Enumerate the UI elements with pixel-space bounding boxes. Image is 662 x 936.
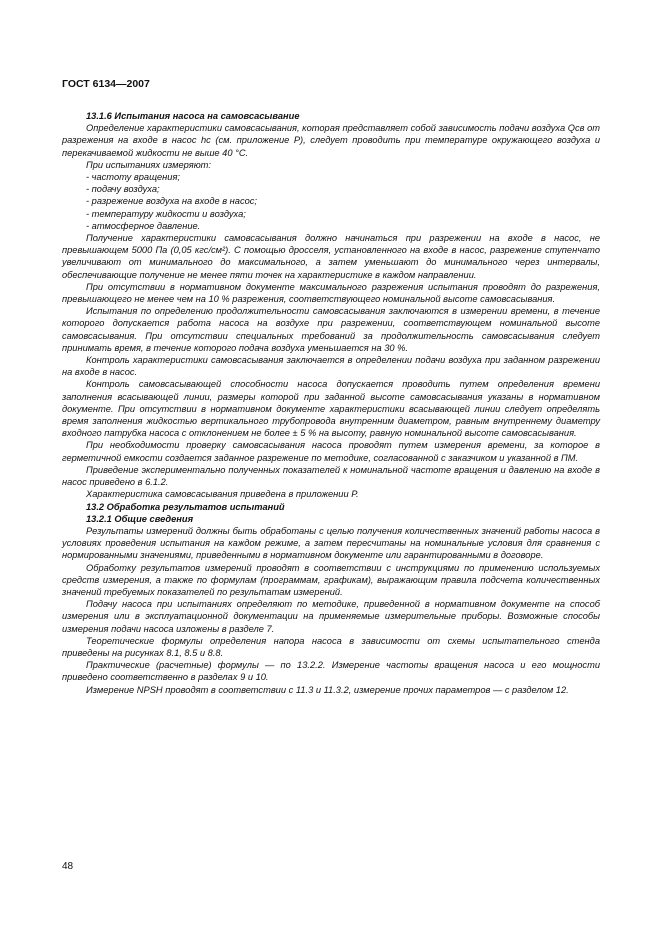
paragraph: Контроль самовсасывающей способности насоса допускается проводить путем определения времени заполнения всасывающей линии, размеры которой при заданной высоте самовсасывания указаны в нормативном документе. При отсутствии в нормативном документе характеристики всасывающей линии следует определять время заполнения жидкостью вертикального трубопровода внутренним диаметром, равным внутреннему диаметру входного патрубка насоса с отклонением не более ± 5 % на высоту, равную номинальной высоте самовсасывания. — [62, 379, 600, 439]
section-heading: 13.2.1 Общие сведения — [86, 513, 194, 524]
list-item: - атмосферное давление. — [86, 220, 201, 231]
paragraph: Обработку результатов измерений проводят в соответствии с инструкциями по применению используемых средств измерения, а также по формулам (программам, графикам), выражающим правила подсчета количественных значений требуемых показателей по результатам измерений. — [62, 562, 600, 597]
paragraph: При испытаниях измеряют: — [86, 159, 212, 170]
paragraph: Результаты измерений должны быть обработаны с целью получения количественных значений работы насоса в условиях проведения испытания на каждом режиме, а затем пересчитаны на номинальные условия для сравнения с нормированными значениями, приведенными в нормативном документе или гарантированными в договоре. — [62, 525, 600, 561]
paragraph: При необходимости проверку самовсасывания насоса проводят путем измерения времени, за которое в герметичной емкости создается заданное разрежение по методике, согласованной с заказчиком и указанной в ПМ. — [62, 440, 600, 463]
paragraph: Приведение экспериментально полученных показателей к номинальной частоте вращения и давлению на входе в насос приведено в 6.1.2. — [62, 464, 600, 488]
page-number: 48 — [62, 861, 74, 872]
paragraph: Получение характеристики самовсасывания должно начинаться при разрежении на входе в насос, не превышающем 5000 Па (0,05 кгс/см²). С помощью дросселя, установленного на входе в насос, разрежение ступенчато увеличивают от минимального до максимального, а затем уменьшают до минимального через интервалы, обеспечивающие получение не менее пяти точек на характеристике в каждом направлении. — [62, 233, 600, 280]
list-item: - частоту вращения; — [86, 172, 181, 183]
paragraph: Подачу насоса при испытаниях определяют по методике, приведенной в нормативном документе на способ измерения или в эксплуатационной документации на применяемые измерительные приборы. Возможные способы измерения подачи насоса изложены в разделе 7. — [62, 599, 600, 634]
paragraph: Контроль характеристики самовсасывания заключается в определении подачи воздуха при заданном разрежении на входе в насос. — [62, 355, 600, 378]
paragraph: При отсутствии в нормативном документе максимального разрежения испытания проводят до разрежения, превышающего не менее чем на 10 % разрежения, соответствующего номинальной высоте самовсасывания. — [62, 281, 600, 305]
list-item: - подачу воздуха; — [86, 184, 160, 195]
paragraph: Практические (расчетные) формулы — по 13.2.2. Измерение частоты вращения насоса и его мощности приведено соответственно в разделах 9 и 10. — [62, 660, 600, 683]
paragraph: Измерение NPSH проводят в соответствии с 11.3 и 11.3.2, измерение прочих параметров — с разделом 12. — [86, 684, 569, 695]
document-body — [62, 110, 600, 696]
section-heading: 13.1.6 Испытания насоса на самовсасывание — [86, 111, 300, 121]
paragraph: Определение характеристики самовсасывания, которая представляет собой зависимость подачи воздуха Qсв от разрежения на входе в насос hс (см. приложение Р), следует проводить при температуре окружающего воздуха и перекачиваемой жидкости не выше 40 °С. — [62, 123, 600, 158]
section-heading: 13.2 Обработка результатов испытаний — [86, 501, 285, 512]
list-item: - разрежение воздуха на входе в насос; — [86, 196, 257, 207]
paragraph: Характеристика самовсасывания приведена в приложении Р. — [86, 489, 359, 500]
paragraph: Испытания по определению продолжительности самовсасывания заключаются в измерении времени, в течение которого допускается работа насоса на воздухе при разрежении, соответствующем номинальной высоте самовсасывания. При отсутствии специальных требований за продолжительность самовсасывания следует принимать время, в течение которого подача воздуха уменьшается на 30 %. — [62, 306, 600, 353]
list-item: - температуру жидкости и воздуха; — [86, 208, 246, 219]
paragraph: Теоретические формулы определения напора насоса в зависимости от схемы испытательного стенда приведены на рисунках 8.1, 8.5 и 8.8. — [62, 635, 600, 658]
standard-header: ГОСТ 6134—2007 — [62, 78, 150, 90]
